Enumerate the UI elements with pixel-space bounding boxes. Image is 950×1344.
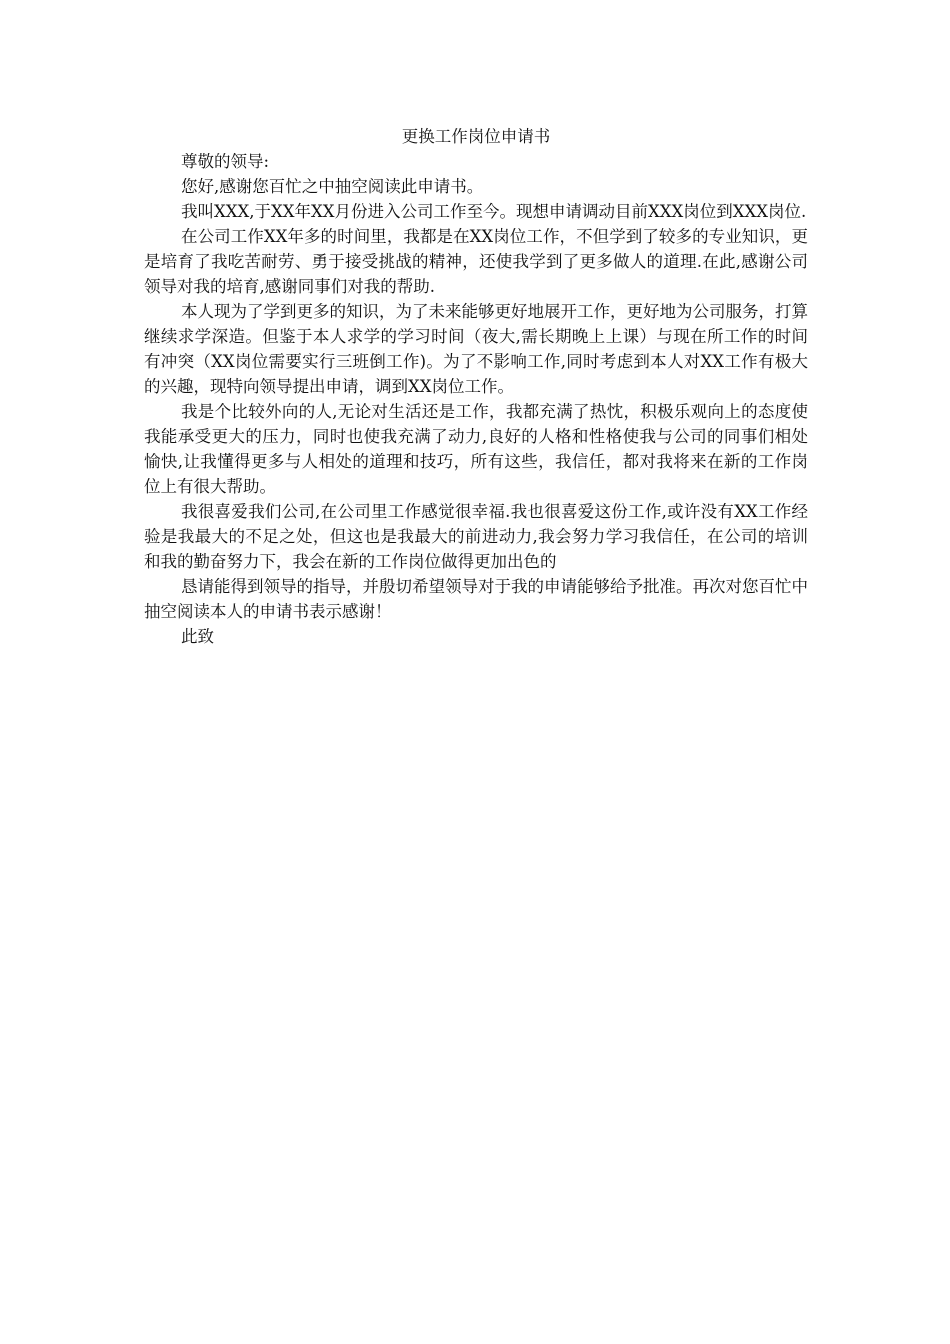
personality-paragraph: 我是个比较外向的人,无论对生活还是工作，我都充满了热忱，积极乐观向上的态度使我能承受更大的压力，同时也使我充满了动力,良好的人格和性格使我与公司的同事们相处愉快,让我懂得更多与人相处的道理和技巧，所有这些，我信任，都对我将来在新的工作岗位上有很大帮助。 — [144, 402, 808, 496]
request-paragraph: 恳请能得到领导的指导，并殷切希望领导对于我的申请能够给予批准。再次对您百忙中抽空阅读本人的申请书表示感谢！ — [144, 577, 808, 621]
experience-paragraph: 在公司工作XX年多的时间里，我都是在XX岗位工作，不但学到了较多的专业知识，更是培育了我吃苦耐劳、勇于接受挑战的精神，还使我学到了更多做人的道理.在此,感谢公司领导对我的培育,感谢同事们对我的帮助. — [144, 227, 808, 296]
greeting-paragraph: 您好,感谢您百忙之中抽空阅读此申请书。 — [181, 177, 484, 196]
reason-paragraph: 本人现为了学到更多的知识，为了未来能够更好地展开工作，更好地为公司服务，打算继续求学深造。但鉴于本人求学的学习时间（夜大,需长期晚上上课）与现在所工作的时间有冲突（XX岗位需要实行三班倒工作)。为了不影响工作,同时考虑到本人对XX工作有极大的兴趣，现特向领导提出申请，调到XX岗位工作。 — [144, 302, 808, 396]
intro-paragraph: 我叫XXX,于XX年XX月份进入公司工作至今。现想申请调动目前XXX岗位到XXX岗位. — [181, 202, 807, 221]
closing-line: 此致 — [181, 627, 214, 646]
document-body — [144, 124, 808, 649]
document-title: 更换工作岗位申请书 — [401, 127, 551, 146]
salutation: 尊敬的领导: — [181, 152, 270, 171]
commitment-paragraph: 我很喜爱我们公司,在公司里工作感觉很幸福.我也很喜爱这份工作,或许没有XX工作经验是我最大的不足之处，但这也是我最大的前进动力,我会努力学习我信任，在公司的培训和我的勤奋努力下，我会在新的工作岗位做得更加出色的 — [144, 502, 808, 571]
